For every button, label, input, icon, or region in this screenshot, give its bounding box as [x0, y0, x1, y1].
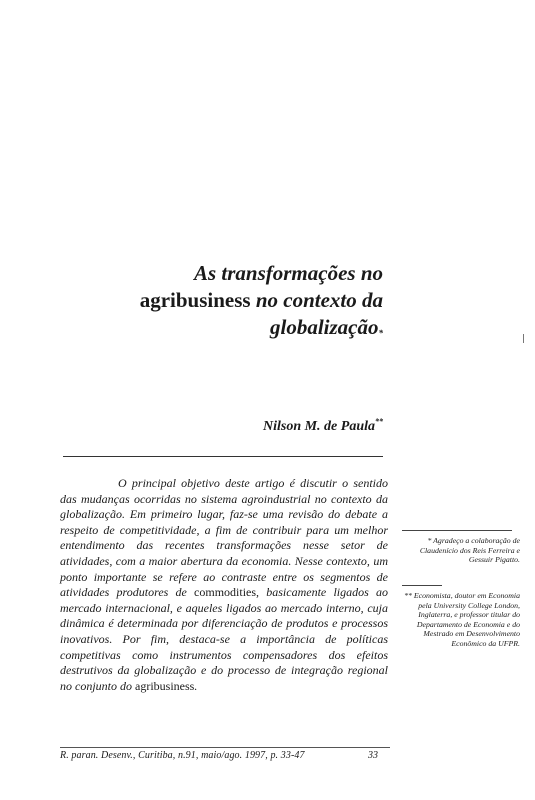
abstract-top-rule — [63, 456, 383, 457]
article-title — [63, 260, 383, 341]
title-line-1: As transformações no — [193, 261, 383, 285]
author-footnote-marker: ** — [375, 417, 383, 426]
footer-rule — [60, 747, 390, 748]
abstract-term-agribusiness: agribusiness — [135, 678, 195, 693]
abstract-part-1: O principal objetivo deste artigo é discutir o sentido das mudanças ocorridas no sistema agroindustrial no contexto da globalização. Em primeiro lugar, faz-se uma revisão do debate a respeito de competitividade, a fim de contribuir para um melhor entendimento das recentes transformações nesse setor de atividades, com a maior abertura da economia. Nesse contexto, um ponto importante se refere ao contraste entre os segmentos de atividades produtores de — [60, 476, 388, 600]
abstract-paragraph — [60, 476, 388, 694]
sidenote-rule-1 — [402, 530, 512, 531]
journal-citation: R. paran. Desenv., Curitiba, n.91, maio/ago. 1997, p. 33-47 — [60, 750, 305, 761]
title-footnote-marker: * — [378, 328, 383, 338]
author-line — [263, 419, 383, 435]
page-number: 33 — [368, 750, 378, 761]
footnote-acknowledgment: * Agradeço a colaboração de Claudenício dos Reis Ferreira e Gessuir Pigatto. — [419, 536, 520, 565]
abstract-part-3: . — [194, 678, 198, 693]
author-name: Nilson M. de Paula — [262, 419, 375, 434]
margin-mark — [523, 334, 524, 343]
title-term-agribusiness: agribusiness — [139, 288, 251, 312]
title-line-3: globalização — [270, 315, 379, 339]
abstract-term-commodities: commodities — [194, 585, 257, 600]
footnote-author-bio: ** Economista, doutor em Economia pela University College London, Inglaterra, e professor titular do Departamento de Economia e do Mestrado em Desenvolvimento Econômico da UFPR. — [404, 591, 520, 648]
abstract-part-2: , basicamente ligados ao mercado internacional, e aqueles ligados ao mercado interno, cuja dinâmica é determinada por diferenciação de produtos e processos inovativos. Por fim, destaca-se a importância de políticas competitivas como instrumentos compensadores dos efeitos destrutivos da globalização e do processo de integração regional no conjunto do — [60, 585, 388, 693]
title-line-2-rest: no contexto da — [250, 288, 383, 312]
sidenote-rule-2 — [402, 585, 442, 586]
